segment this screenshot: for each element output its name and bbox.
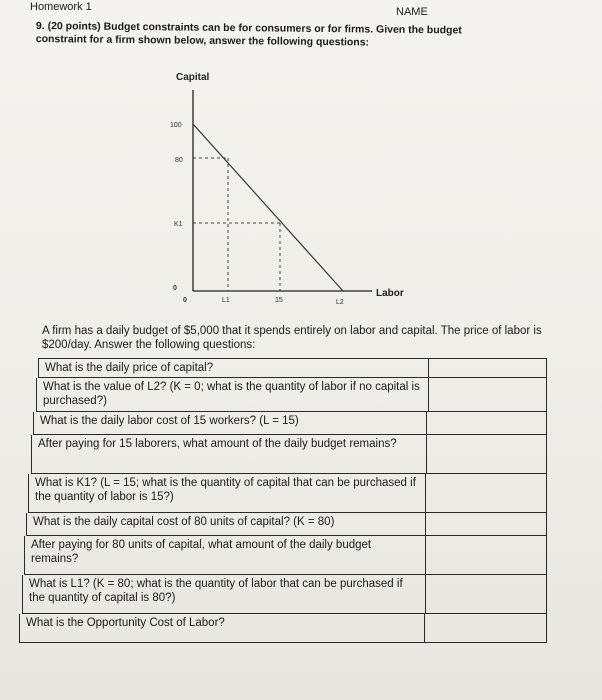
question-cell: What is the Opportunity Cost of Labor? [20, 614, 425, 642]
y-tick-k1: K1 [174, 221, 183, 228]
x-tick-15: 15 [275, 297, 283, 304]
budget-line [193, 124, 343, 291]
answer-cell[interactable] [426, 474, 546, 512]
budget-constraint-chart [150, 62, 450, 312]
x-tick-0: 0 [183, 297, 187, 304]
y-tick-0: 0 [173, 285, 177, 292]
answer-cell[interactable] [426, 513, 546, 535]
table-row [22, 575, 547, 614]
question-cell: What is L1? (K = 80; what is the quantity of labor that can be purchased if the quantity of capital is 80?) [23, 575, 426, 613]
course-title: Homework 1 [30, 1, 92, 13]
problem-intro: A firm has a daily budget of $5,000 that it spends entirely on labor and capital. The price of labor is $200/day. Answer the following questions: [42, 325, 542, 351]
answer-cell[interactable] [426, 575, 546, 613]
answer-cell[interactable] [429, 378, 546, 411]
y-tick-80: 80 [175, 157, 183, 164]
table-row [33, 412, 547, 435]
question-number: 9. [35, 20, 45, 33]
answer-cell[interactable] [427, 412, 546, 434]
answer-table [19, 358, 547, 643]
question-cell: What is the daily price of capital? [39, 359, 429, 377]
answer-cell[interactable] [429, 359, 546, 377]
question-cell: What is the daily labor cost of 15 workers? (L = 15) [34, 412, 427, 434]
question-text: (20 points) Budget constraints can be for consumers or for firms. Given the budget constraint for a firm shown below, answer the following questions: [35, 20, 462, 49]
table-row [19, 614, 547, 643]
x-axis-label: Labor [376, 288, 404, 299]
x-tick-l2: L2 [336, 299, 344, 306]
question-cell: What is K1? (L = 15; what is the quantity of capital that can be purchased if the quantity of labor is 15?) [29, 474, 426, 512]
answer-cell[interactable] [426, 536, 546, 574]
question-cell: After paying for 15 laborers, what amount of the daily budget remains? [32, 435, 427, 473]
answer-cell[interactable] [425, 614, 546, 642]
table-row [28, 474, 547, 513]
y-axis-label: Capital [176, 72, 210, 83]
question-cell: After paying for 80 units of capital, what amount of the daily budget remains? [25, 536, 426, 574]
question-cell: What is the value of L2? (K = 0; what is the quantity of labor if no capital is purchased?) [37, 378, 429, 411]
table-row [24, 536, 547, 575]
name-label: NAME [396, 6, 428, 18]
table-row [31, 435, 547, 474]
table-row [26, 513, 547, 536]
table-row [36, 378, 547, 412]
question-prompt [36, 20, 496, 51]
table-row [38, 358, 547, 378]
x-tick-l1: L1 [222, 297, 230, 304]
answer-cell[interactable] [427, 435, 546, 473]
y-tick-100: 100 [170, 122, 182, 129]
question-cell: What is the daily capital cost of 80 units of capital? (K = 80) [27, 513, 426, 535]
